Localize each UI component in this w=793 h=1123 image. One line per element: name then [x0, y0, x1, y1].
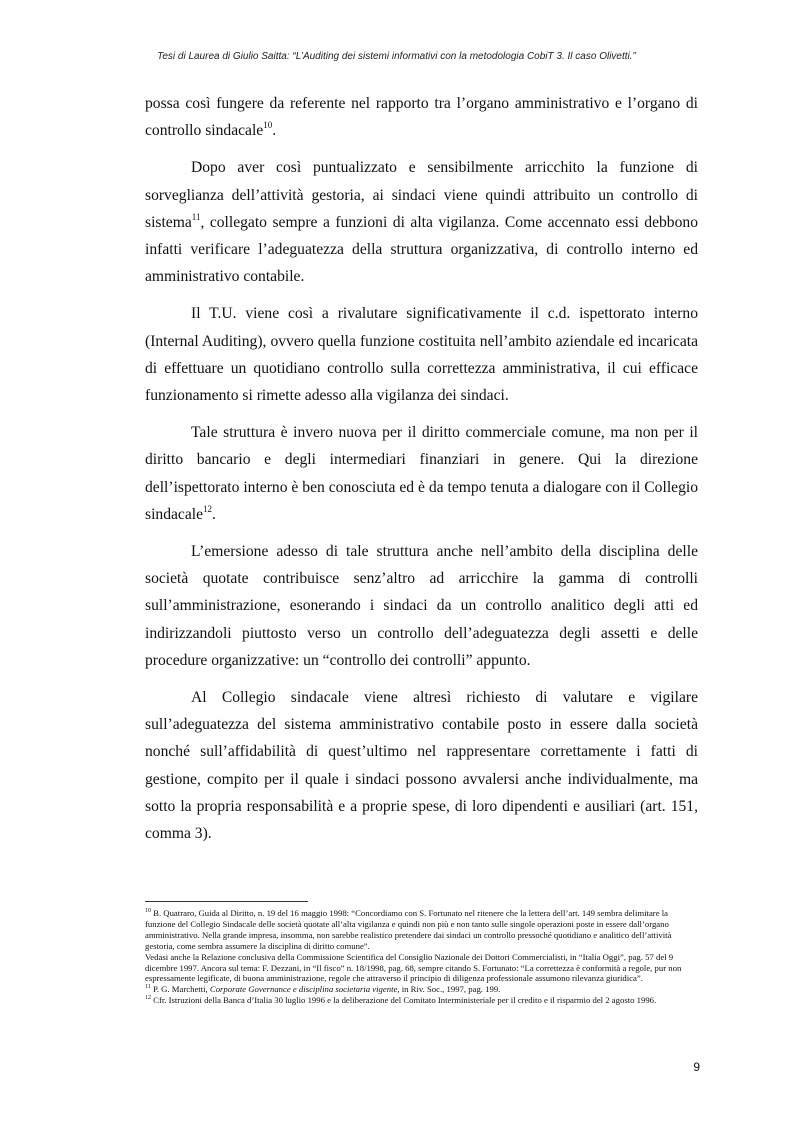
footnote-number: 12 [145, 995, 151, 1002]
paragraph [145, 154, 698, 290]
paragraph-text: Dopo aver così puntualizzato e sensibilmente arricchito la funzione di sorveglianza dell’attività gestoria, ai sindaci viene quindi attribuito un controllo di sistema [145, 159, 698, 231]
paragraph-text: L’emersione adesso di tale struttura anche nell’ambito della disciplina delle società quotate contribuisce senz’altro ad arricchire la gamma di controlli sull’amministrazione, esonerando i sindaci da un controllo analitico degli atti ed indirizzandoli piuttosto verso un controllo dell’adeguatezza degli assetti e delle procedure organizzative: un “controllo dei controlli” appunto. [145, 543, 698, 669]
paragraph-tail: , collegato sempre a funzioni di alta vigilanza. Come accennato essi debbono infatti verificare l’adeguatezza della struttura organizzativa, di controllo interno ed amministrativo contabile. [145, 213, 698, 286]
paragraph [145, 300, 698, 409]
footnote-10 [145, 908, 698, 952]
footnote-text: B. Quatraro, Guida al Diritto, n. 19 del 16 maggio 1998: “Concordiamo con S. Fortunato nel ritenere che la lettera dell’art. 149 sembra delimitare la funzione del Collegio Sindacale delle società quotate all’alta vigilanza e quindi non più e non tanto sulle singole operazioni poste in essere dall’organo amministrativo. Nella grande impresa, insomma, non sarebbe realistico pretendere dai sindaci un controllo pressoché quotidiano e analitico dell’attività gestoria, come sembra assumere la disciplina di diritto comune”. [145, 908, 672, 951]
footnote-11 [145, 984, 698, 995]
footnote-ref[interactable]: 12 [203, 503, 213, 514]
footnote-number: 11 [145, 984, 151, 991]
footnote-12 [145, 995, 698, 1006]
paragraph [145, 684, 698, 847]
footnote-text: P. G. Marchetti, [150, 984, 210, 995]
paragraph-tail: . [212, 505, 216, 523]
footnote-separator [145, 901, 308, 902]
footnote-number: 10 [145, 908, 151, 915]
page-number: 9 [693, 1060, 700, 1074]
paragraph [145, 419, 698, 528]
paragraph [145, 90, 698, 144]
footnote-10-continued [145, 952, 698, 985]
body-text [145, 90, 698, 857]
running-header: Tesi di Laurea di Giulio Saitta: “L’Auditing dei sistemi informativi con la metodologia CobiT 3. Il caso Olivetti.” [157, 51, 636, 62]
paragraph-text: Al Collegio sindacale viene altresì richiesto di valutare e vigilare sull’adeguatezza del sistema amministrativo contabile posto in essere dalla società nonché sull’affidabilità di quest’ultimo nel rappresentare correttamente i fatti di gestione, compito per il quale i sindaci possono avvalersi anche individualmente, ma sotto la propria responsabilità e a proprie spese, di loro dipendenti e ausiliari (art. 151, comma 3). [145, 689, 698, 843]
paragraph-text: possa così fungere da referente nel rapporto tra l’organo amministrativo e l’organo di controllo sindacale [145, 95, 698, 140]
paragraph [145, 538, 698, 674]
footnote-ref[interactable]: 10 [263, 120, 273, 131]
paragraph-text: Il T.U. viene così a rivalutare significativamente il c.d. ispettorato interno (Internal Auditing), ovvero quella funzione costituita nell’ambito aziendale ed incaricata di effettuare un quotidiano controllo sulla correttezza amministrativa, il cui efficace funzionamento si rimette adesso alla vigilanza dei sindaci. [145, 305, 698, 405]
footnote-ref[interactable]: 11 [191, 211, 201, 222]
footnote-text: Cfr. Istruzioni della Banca d’Italia 30 luglio 1996 e la deliberazione del Comitato Interministeriale per il credito e il risparmio del 2 agosto 1996. [151, 995, 657, 1006]
footnotes [145, 908, 698, 1006]
footnote-title: Corporate Governance e disciplina societaria vigente [209, 984, 398, 995]
paragraph-tail: . [272, 122, 277, 140]
footnote-text: Vedasi anche la Relazione conclusiva della Commissione Scientifica del Consiglio Nazionale dei Dottori Commercialisti, in “Italia Oggi”, pag. 57 del 9 dicembre 1997. Ancora sul tema: F. Dezzani, in “Il fisco” n. 18/1998, pag. 68, sempre citando S. Fortunato: “La correttezza è conformità a regole, pur non espressamente legificate, di buona amministrazione, regole che attraverso il principio di diligenza professionale assumono rilevanza giuridica”. [145, 951, 682, 984]
paragraph-text: Tale struttura è invero nuova per il diritto commerciale comune, ma non per il diritto bancario e degli intermediari finanziari in genere. Qui la direzione dell’ispettorato interno è ben conosciuta ed è da tempo tenuta a dialogare con il Collegio sindacale [145, 424, 698, 523]
footnote-text: , in Riv. Soc., 1997, pag. 199. [397, 984, 501, 995]
